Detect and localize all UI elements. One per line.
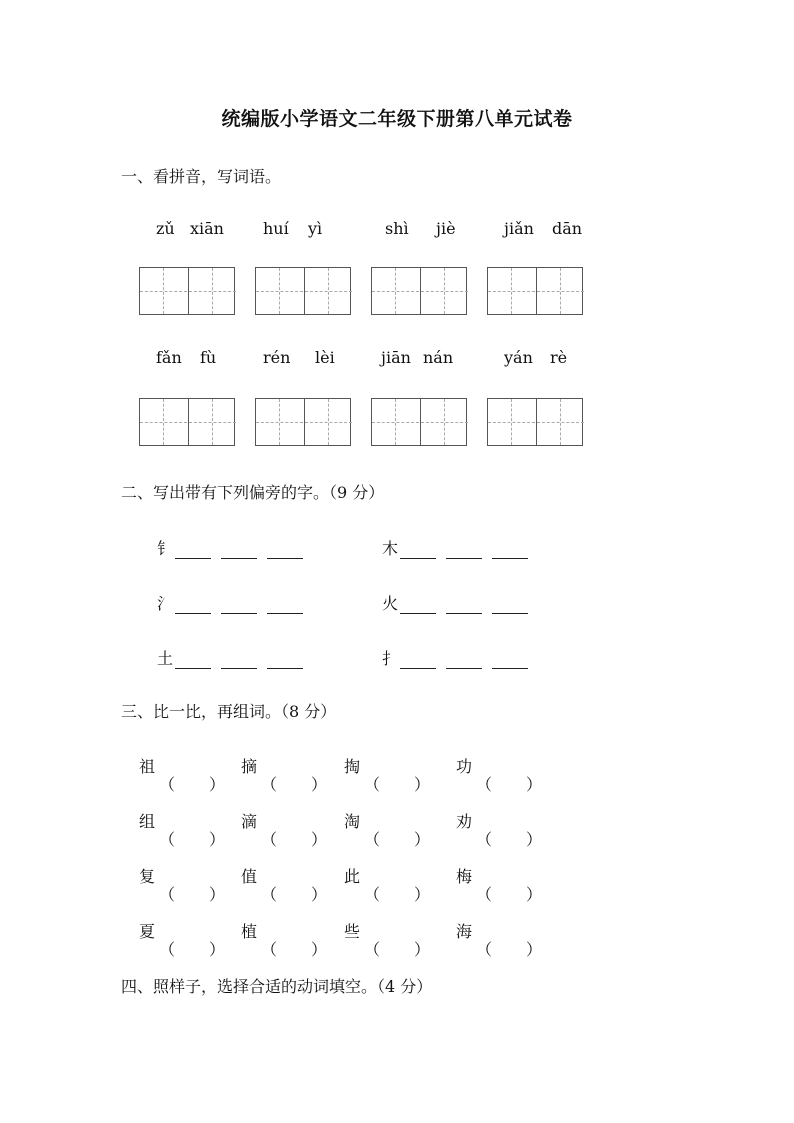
pinyin-syllable: fù bbox=[200, 348, 217, 367]
tianzige-cell[interactable] bbox=[536, 399, 585, 445]
tianzige-box[interactable] bbox=[371, 398, 467, 446]
radical-line bbox=[382, 646, 538, 670]
radical-line bbox=[382, 536, 538, 560]
compare-item: 此 （ ） bbox=[344, 867, 431, 904]
compare-char: 滴 bbox=[241, 812, 258, 831]
answer-blank[interactable] bbox=[175, 650, 211, 669]
pinyin-syllable: lèi bbox=[315, 348, 335, 367]
compare-char: 劝 bbox=[456, 812, 473, 831]
compare-item: 梅 （ ） bbox=[456, 867, 543, 904]
tianzige-box[interactable] bbox=[487, 398, 583, 446]
tianzige-cell[interactable] bbox=[256, 268, 304, 314]
compare-char: 此 bbox=[344, 867, 361, 886]
compare-item: 海 （ ） bbox=[456, 922, 543, 959]
compare-char: 掏 bbox=[344, 757, 361, 776]
tianzige-cell[interactable] bbox=[256, 399, 304, 445]
page-title: 统编版小学语文二年级下册第八单元试卷 bbox=[221, 108, 573, 130]
pinyin-syllable: jiān bbox=[381, 348, 411, 367]
compare-char: 复 bbox=[139, 867, 156, 886]
pinyin-syllable: shì bbox=[385, 219, 409, 238]
answer-blank[interactable] bbox=[267, 595, 303, 614]
tianzige-box[interactable] bbox=[255, 398, 351, 446]
compare-char: 值 bbox=[241, 867, 258, 886]
pinyin-syllable: yán bbox=[504, 348, 533, 367]
tianzige-cell[interactable] bbox=[372, 268, 420, 314]
radical-line bbox=[157, 646, 313, 670]
pinyin-syllable: nán bbox=[423, 348, 454, 367]
pinyin-syllable: jiǎn bbox=[504, 219, 534, 238]
compare-item: 淘 （ ） bbox=[344, 812, 431, 849]
answer-blank[interactable] bbox=[221, 650, 257, 669]
tianzige-box[interactable] bbox=[371, 267, 467, 315]
section-4-heading: 四、照样子，选择合适的动词填空。（4 分） bbox=[121, 977, 433, 996]
tianzige-box[interactable] bbox=[487, 267, 583, 315]
radical-char: 氵 bbox=[157, 594, 174, 613]
answer-blank[interactable] bbox=[492, 540, 528, 559]
tianzige-cell[interactable] bbox=[536, 268, 585, 314]
tianzige-cell[interactable] bbox=[420, 399, 469, 445]
compare-char: 些 bbox=[344, 922, 361, 941]
answer-blank[interactable] bbox=[492, 650, 528, 669]
compare-item: 夏 （ ） bbox=[139, 922, 226, 959]
section-2-heading: 二、写出带有下列偏旁的字。（9 分） bbox=[121, 483, 385, 502]
compare-item: 复 （ ） bbox=[139, 867, 226, 904]
compare-item: 掏 （ ） bbox=[344, 757, 431, 794]
compare-char: 夏 bbox=[139, 922, 156, 941]
answer-blank[interactable] bbox=[400, 595, 436, 614]
answer-blank[interactable] bbox=[175, 540, 211, 559]
compare-item: 些 （ ） bbox=[344, 922, 431, 959]
tianzige-box[interactable] bbox=[255, 267, 351, 315]
answer-blank[interactable] bbox=[400, 540, 436, 559]
compare-item: 摘 （ ） bbox=[241, 757, 328, 794]
pinyin-syllable: xiān bbox=[190, 219, 224, 238]
radical-char: 木 bbox=[382, 539, 399, 558]
answer-blank[interactable] bbox=[175, 595, 211, 614]
radical-char: 火 bbox=[382, 594, 399, 613]
tianzige-cell[interactable] bbox=[304, 399, 353, 445]
pinyin-syllable: jiè bbox=[436, 219, 456, 238]
pinyin-syllable: huí bbox=[263, 219, 289, 238]
pinyin-syllable: dān bbox=[552, 219, 583, 238]
compare-char: 摘 bbox=[241, 757, 258, 776]
tianzige-cell[interactable] bbox=[188, 268, 237, 314]
compare-item: 值 （ ） bbox=[241, 867, 328, 904]
radical-char: 钅 bbox=[157, 539, 174, 558]
radical-char: 土 bbox=[157, 649, 174, 668]
radical-line bbox=[157, 536, 313, 560]
tianzige-box[interactable] bbox=[139, 398, 235, 446]
answer-blank[interactable] bbox=[221, 540, 257, 559]
answer-blank[interactable] bbox=[492, 595, 528, 614]
radical-line bbox=[382, 591, 538, 615]
pinyin-syllable: rè bbox=[550, 348, 568, 367]
compare-item: 滴 （ ） bbox=[241, 812, 328, 849]
tianzige-cell[interactable] bbox=[488, 399, 536, 445]
compare-char: 梅 bbox=[456, 867, 473, 886]
radical-char: 扌 bbox=[382, 649, 399, 668]
compare-item: 功 （ ） bbox=[456, 757, 543, 794]
tianzige-cell[interactable] bbox=[140, 399, 188, 445]
answer-blank[interactable] bbox=[267, 650, 303, 669]
answer-blank[interactable] bbox=[446, 540, 482, 559]
compare-item: 组 （ ） bbox=[139, 812, 226, 849]
radical-line bbox=[157, 591, 313, 615]
answer-blank[interactable] bbox=[221, 595, 257, 614]
compare-char: 淘 bbox=[344, 812, 361, 831]
answer-blank[interactable] bbox=[400, 650, 436, 669]
tianzige-cell[interactable] bbox=[140, 268, 188, 314]
answer-blank[interactable] bbox=[267, 540, 303, 559]
pinyin-row-1 bbox=[139, 219, 599, 243]
compare-item: 植 （ ） bbox=[241, 922, 328, 959]
section-1-heading: 一、看拼音，写词语。 bbox=[121, 167, 282, 186]
compare-char: 植 bbox=[241, 922, 258, 941]
compare-item: 劝 （ ） bbox=[456, 812, 543, 849]
answer-blank[interactable] bbox=[446, 650, 482, 669]
answer-blank[interactable] bbox=[446, 595, 482, 614]
tianzige-cell[interactable] bbox=[420, 268, 469, 314]
pinyin-syllable: rén bbox=[263, 348, 291, 367]
pinyin-syllable: zǔ bbox=[156, 219, 175, 238]
compare-char: 功 bbox=[456, 757, 473, 776]
tianzige-cell[interactable] bbox=[304, 268, 353, 314]
compare-char: 组 bbox=[139, 812, 156, 831]
tianzige-box[interactable] bbox=[139, 267, 235, 315]
tianzige-cell[interactable] bbox=[188, 399, 237, 445]
tianzige-cell[interactable] bbox=[372, 399, 420, 445]
pinyin-syllable: fǎn bbox=[156, 348, 182, 367]
pinyin-syllable: yì bbox=[308, 219, 323, 238]
compare-item: 祖 （ ） bbox=[139, 757, 226, 794]
section-3-heading: 三、比一比，再组词。（8 分） bbox=[121, 702, 337, 721]
pinyin-row-2 bbox=[139, 348, 599, 372]
compare-char: 祖 bbox=[139, 757, 156, 776]
compare-char: 海 bbox=[456, 922, 473, 941]
tianzige-cell[interactable] bbox=[488, 268, 536, 314]
